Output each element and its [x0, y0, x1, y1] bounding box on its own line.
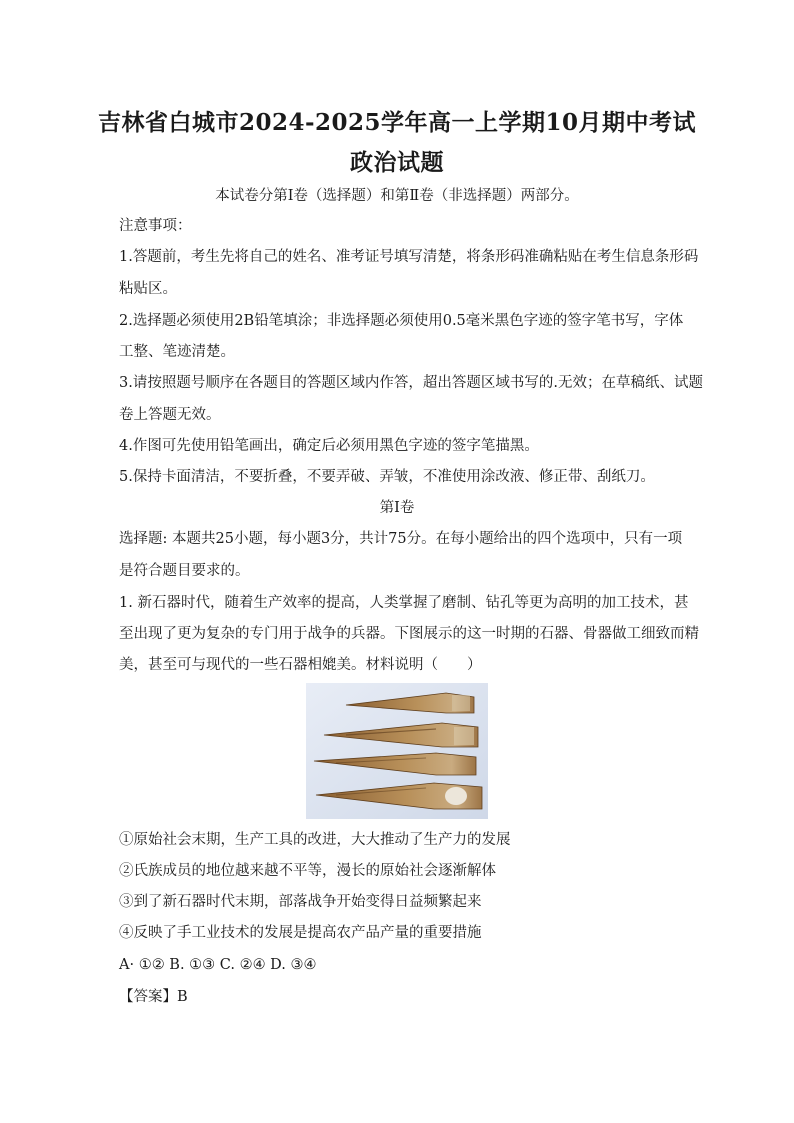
notice-item-4: 4.作图可先使用铅笔画出，确定后必须用黑色字迹的签字笔描黑。	[119, 438, 539, 454]
notice-item-2: 2.选择题必须使用2B铅笔填涂；非选择题必须使用0.5毫米黑色字迹的签字笔书写，字体	[119, 313, 684, 329]
question-1-stem-end: 美，甚至可与现代的一些石器相媲美。材料说明（ ）	[119, 657, 482, 673]
answer-choices: A· ①② B. ①③ C. ②④ D. ③④	[119, 957, 317, 973]
exam-title: 吉林省白城市2024-2025学年高一上学期10月期中考试	[97, 109, 697, 136]
notice-item-3: 3.请按照题号顺序在各题目的答题区域内作答，超出答题区域书写的.无效；在草稿纸、试题	[119, 375, 703, 391]
notice-item-3-cont: 卷上答题无效。	[119, 407, 221, 423]
option-4: ④反映了手工业技术的发展是提高农产品产量的重要措施	[119, 925, 482, 941]
notice-item-1: 1.答题前，考生先将自己的姓名、准考证号填写清楚，将条形码准确粘贴在考生信息条形码	[119, 249, 699, 265]
option-2: ②氏族成员的地位越来越不平等，漫长的原始社会逐渐解体	[119, 863, 496, 879]
option-3: ③到了新石器时代末期，部落战争开始变得日益频繁起来	[119, 894, 482, 910]
exam-intro: 本试卷分第Ⅰ卷（选择题）和第Ⅱ卷（非选择题）两部分。	[215, 188, 579, 204]
notice-heading: 注意事项：	[119, 218, 192, 234]
question-1-stem-cont: 至出现了更为复杂的专门用于战争的兵器。下图展示的这一时期的石器、骨器做工细致而精	[119, 626, 699, 642]
exam-subject-title: 政治试题	[350, 149, 444, 176]
section-instruction-cont: 是符合题目要求的。	[119, 563, 250, 579]
answer-key: 【答案】B	[119, 989, 188, 1005]
bone-tools-photo	[306, 683, 488, 819]
notice-item-2-cont: 工整、笔迹清楚。	[119, 344, 235, 360]
notice-item-1-cont: 粘贴区。	[119, 281, 177, 297]
option-1: ①原始社会末期，生产工具的改进，大大推动了生产力的发展	[119, 832, 511, 848]
section-instruction: 选择题: 本题共25小题，每小题3分，共计75分。在每小题给出的四个选项中，只有一项	[119, 531, 683, 547]
section-heading: 第Ⅰ卷	[379, 500, 415, 516]
notice-item-5: 5.保持卡面清洁，不要折叠，不要弄破、弄皱，不准使用涂改液、修正带、刮纸刀。	[119, 469, 655, 485]
question-1-stem: 1. 新石器时代，随着生产效率的提高，人类掌握了磨制、钻孔等更为高明的加工技术，甚	[119, 595, 689, 611]
